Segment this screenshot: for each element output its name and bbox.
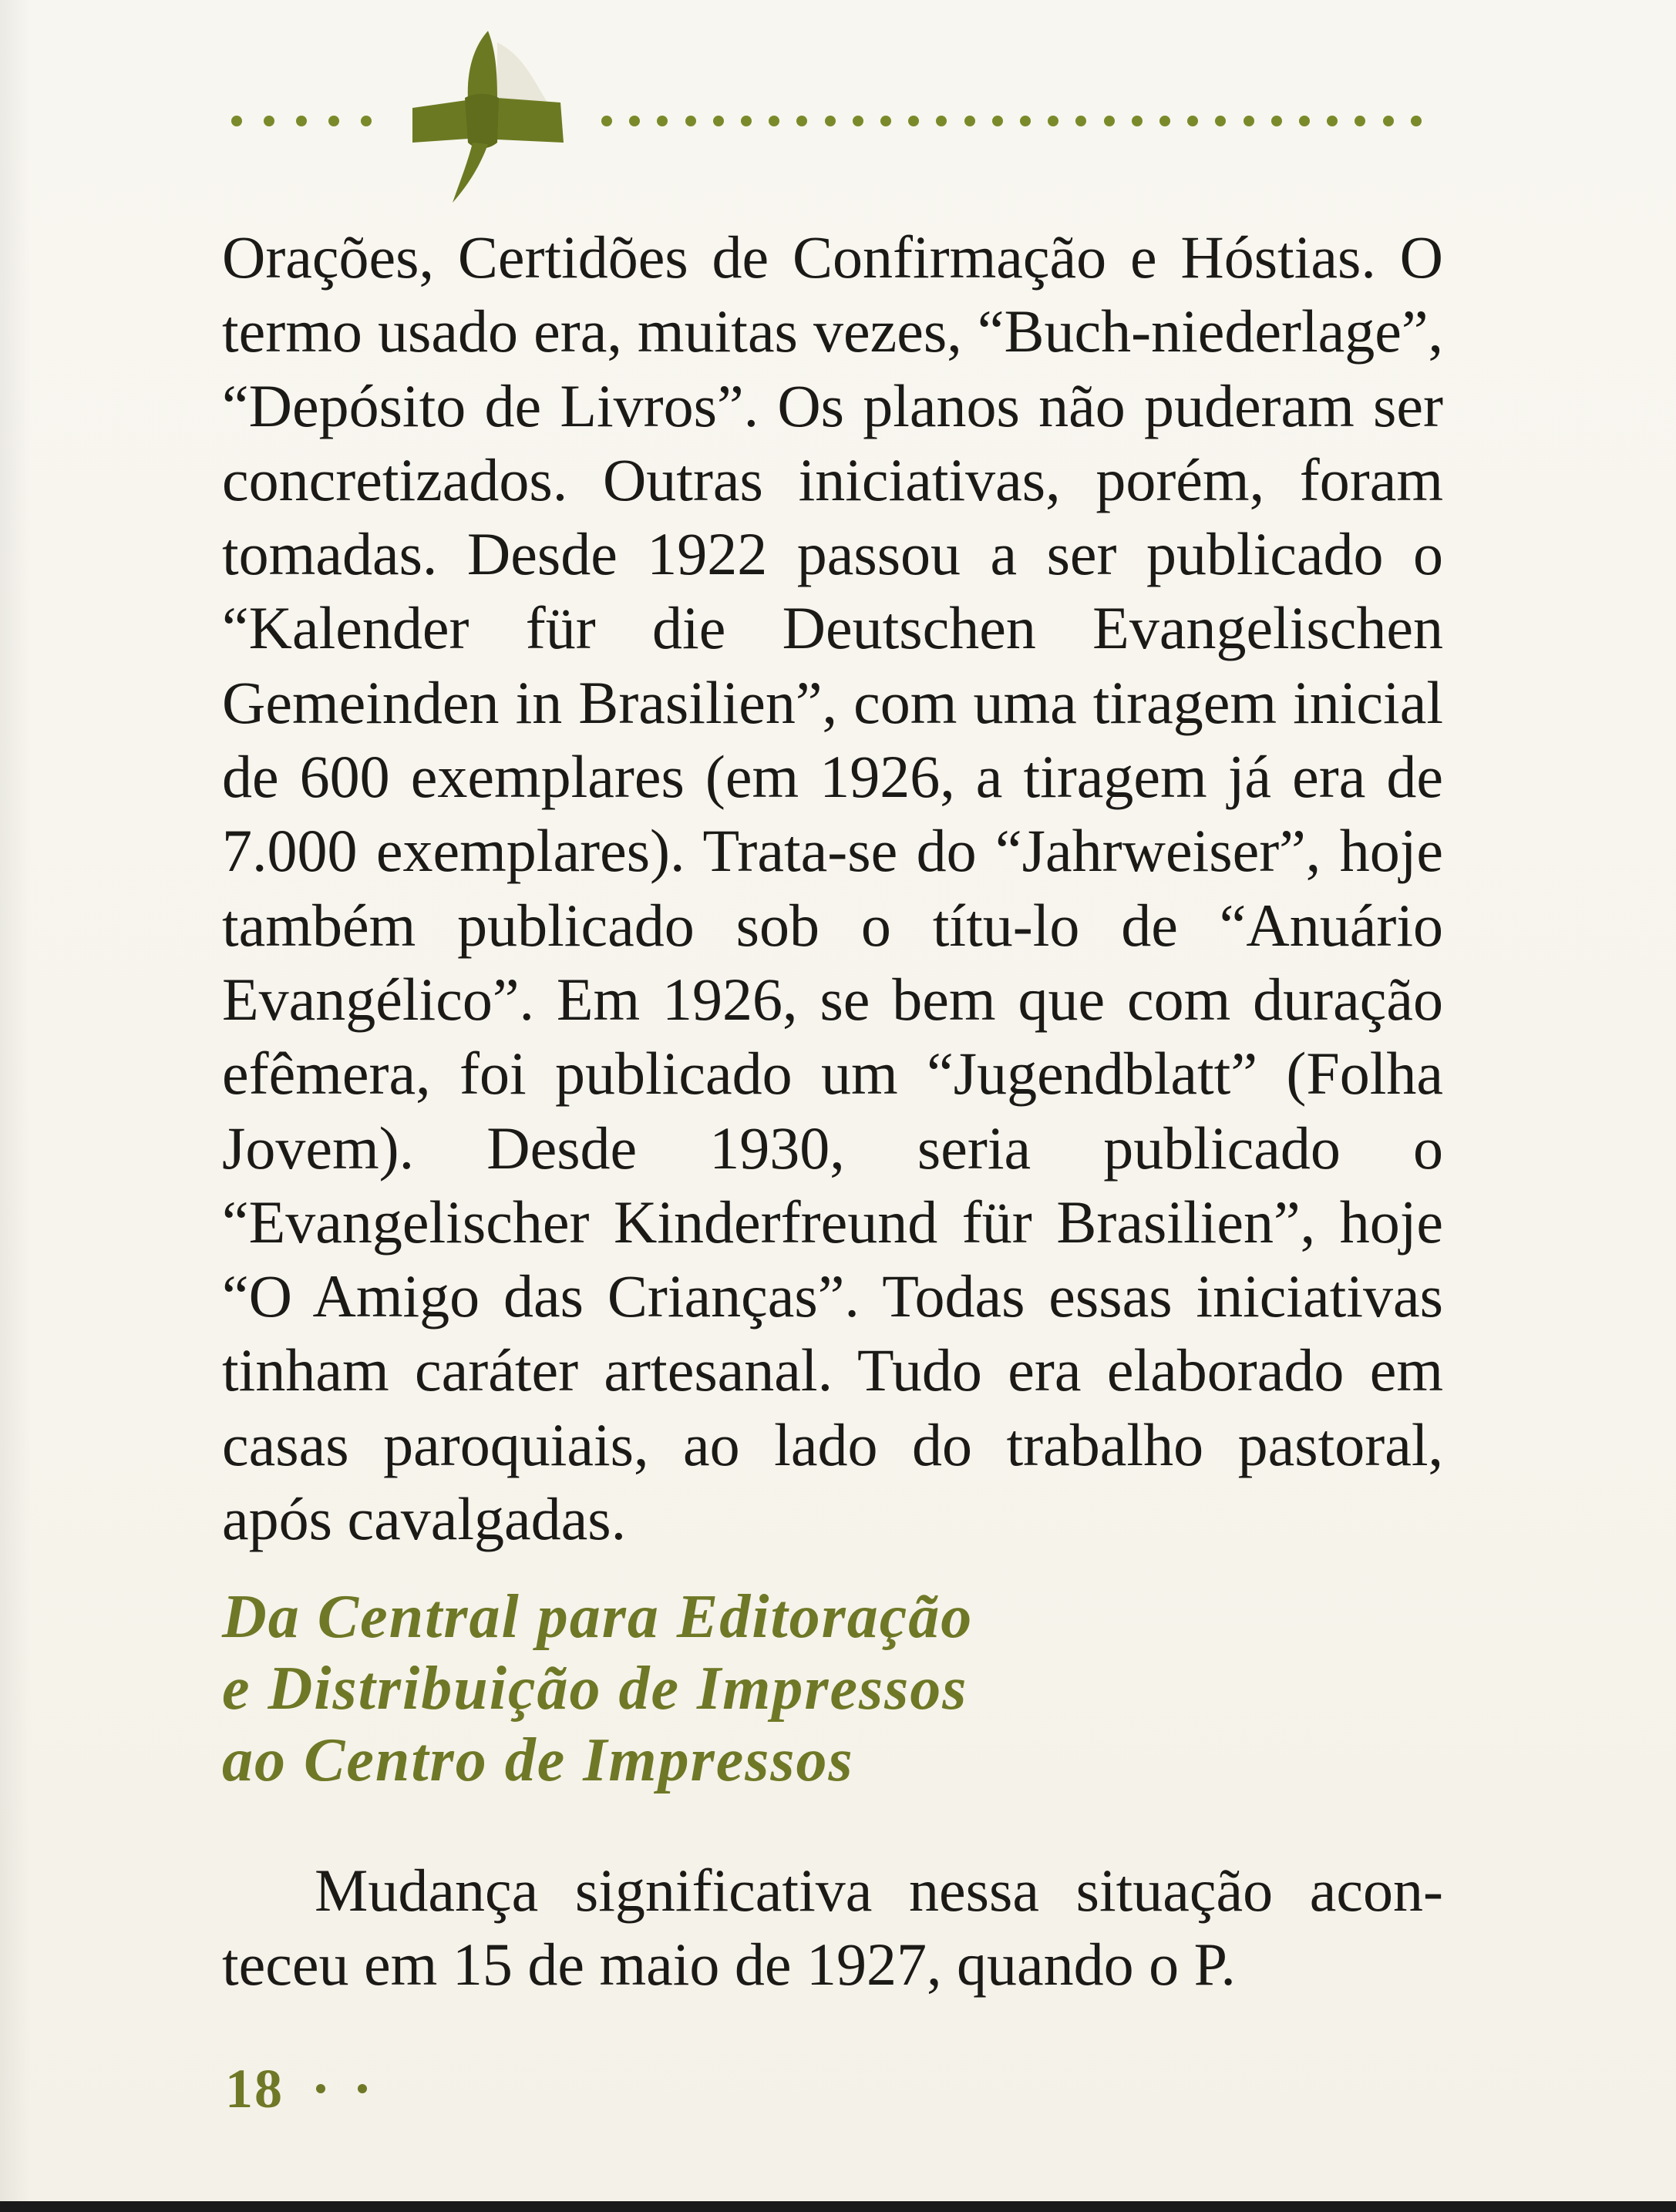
section-paragraph: Mudança significativa nessa situação acon-teceu em 15 de maio de 1927, quando o P. — [222, 1857, 1443, 1998]
ornament-dot — [1299, 116, 1310, 126]
ornament-dot — [264, 116, 274, 126]
header-ornament — [231, 27, 1449, 204]
ornament-dot — [1271, 116, 1282, 126]
ornament-dot — [1215, 116, 1226, 126]
ornament-dot — [1327, 116, 1338, 126]
ornament-dot — [964, 116, 975, 126]
footer-dot — [316, 2084, 325, 2093]
ornament-dot — [713, 116, 724, 126]
page-number: 18 — [225, 2057, 284, 2120]
ornament-dot — [1355, 116, 1365, 126]
ornament-dot — [1132, 116, 1143, 126]
ornament-dot — [231, 116, 242, 126]
ornament-dot — [796, 116, 807, 126]
ornament-dot — [1020, 116, 1031, 126]
ornament-dot — [1244, 116, 1254, 126]
ornament-dot — [1104, 116, 1115, 126]
ornament-dot — [685, 116, 696, 126]
ornament-dot — [328, 116, 339, 126]
ornament-dot — [1159, 116, 1170, 126]
ornament-dot — [769, 116, 779, 126]
section-heading — [222, 1582, 1224, 1797]
body-text — [222, 220, 1443, 1556]
page-footer — [225, 2050, 367, 2127]
scan-edge — [0, 2201, 1676, 2212]
ornament-dot — [741, 116, 752, 126]
ornament-dot — [1383, 116, 1394, 126]
page-edge-shadow — [0, 0, 31, 2212]
ornament-dot — [629, 116, 640, 126]
ornament-dot — [1075, 116, 1086, 126]
footer-dot — [358, 2084, 367, 2093]
ornament-dot — [1411, 116, 1422, 126]
ornament-dot — [825, 116, 836, 126]
ornament-dot — [1048, 116, 1058, 126]
ornament-dot — [296, 116, 307, 126]
ornament-dot — [853, 116, 863, 126]
ornament-dot — [1187, 116, 1198, 126]
section-heading-line: e Distribuição de Impressos — [222, 1655, 968, 1723]
section-heading-line: ao Centro de Impressos — [222, 1726, 854, 1794]
section-heading-line: Da Central para Editoração — [222, 1583, 974, 1651]
ornament-dot — [936, 116, 947, 126]
ornament-dot — [361, 116, 372, 126]
ornament-dot — [657, 116, 668, 126]
body-paragraph: Orações, Certidões de Confirmação e Hóstias. O termo usado era, muitas vezes, “Buch-niederlage”, “Depósito de Livros”. Os planos não puderam ser concretizados. Outras iniciativas, porém, foram tomadas. Desde 1922 passou a ser publicado o “Kalender für die Deutschen Evangelischen Gemeinden in Brasilien”, com uma tiragem inicial de 600 exemplares (em 1926, a tiragem já era de 7.000 exemplares). Trata-se do “Jahrweiser”, hoje também publicado sob o títu-lo de “Anuário Evangélico”. Em 1926, se bem que com duração efêmera, foi publicado um “Jugendblatt” (Folha Jovem). Desde 1930, seria publicado o “Evangelischer Kinderfreund für Brasilien”, hoje “O Amigo das Crianças”. Todas essas iniciativas tinham caráter artesanal. Tudo era elaborado em casas paroquiais, ao lado do trabalho pastoral, após cavalgadas. — [222, 224, 1443, 1553]
ornament-dot — [880, 116, 891, 126]
section-body-text — [222, 1854, 1443, 2002]
ornament-dot — [908, 116, 919, 126]
cross-leaf-icon — [382, 27, 605, 204]
ornament-dot — [992, 116, 1003, 126]
